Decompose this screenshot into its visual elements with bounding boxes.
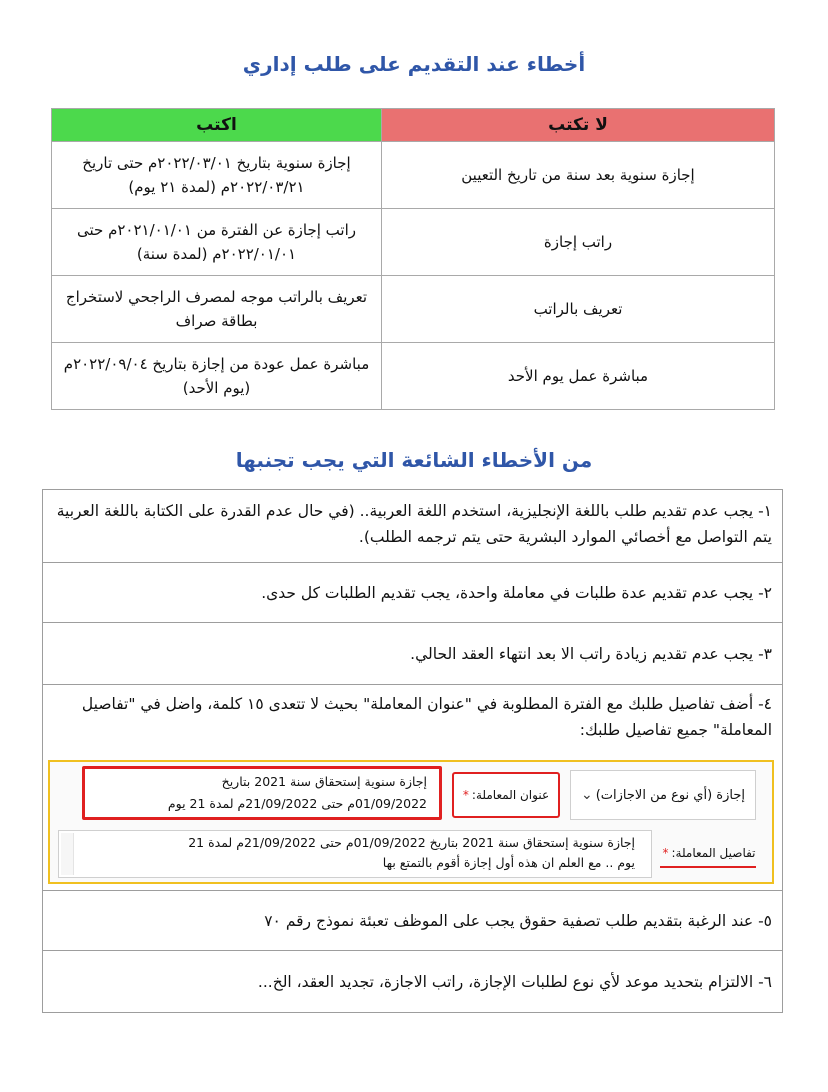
required-mark: *	[662, 846, 669, 860]
request-type-value: إجازة (أي نوع من الاجازات)	[595, 787, 745, 803]
section-title: من الأخطاء الشائعة التي يجب تجنبها	[235, 448, 593, 472]
page-title: أخطاء عند التقديم على طلب إداري	[242, 52, 586, 76]
transaction-details-textarea[interactable]	[58, 830, 652, 878]
label-underline	[660, 866, 756, 868]
mistakes-list	[42, 489, 783, 1013]
table-header-row	[52, 109, 775, 142]
list-item	[43, 563, 782, 623]
list-item-text: ٦- الالتزام بتحديد موعد لأي نوع لطلبات الإجازة، راتب الاجازة، تجديد العقد، الخ...	[257, 972, 772, 991]
textarea-scrollbar[interactable]	[61, 833, 74, 875]
required-mark: *	[462, 788, 469, 802]
cell-dont: مباشرة عمل يوم الأحد	[382, 343, 775, 410]
header-dont-write: لا تكتب	[382, 109, 775, 142]
header-write: اكتب	[52, 109, 382, 142]
list-item-text: ٥- عند الرغبة بتقديم طلب تصفية حقوق يجب على الموظف تعبئة نموذج رقم ٧٠	[264, 911, 772, 930]
list-item	[43, 490, 782, 563]
list-item	[43, 891, 782, 951]
transaction-title-label: عنوان المعاملة: *	[452, 772, 560, 818]
cell-dont: إجازة سنوية بعد سنة من تاريخ التعيين	[382, 142, 775, 209]
table-row	[52, 276, 775, 343]
cell-dont: راتب إجازة	[382, 209, 775, 276]
details-line: يوم .. مع العلم ان هذه أول إجازة أقوم بالتمتع بها	[382, 855, 635, 870]
list-item-text: ٢- يجب عدم تقديم عدة طلبات في معاملة واحدة، يجب تقديم الطلبات كل حدى.	[261, 583, 772, 602]
table-row	[52, 142, 775, 209]
title-input-line: 01/09/2022م حتى 21/09/2022م لمدة 21 يوم	[167, 796, 427, 811]
table-row	[52, 209, 775, 276]
cell-do: تعريف بالراتب موجه لمصرف الراجحي لاستخراج بطاقة صراف	[52, 276, 382, 343]
cell-do: راتب إجازة عن الفترة من ٢٠٢١/٠١/٠١م حتى ٢٠٢٢/٠١/٠١م (لمدة سنة)	[52, 209, 382, 276]
table-row	[52, 343, 775, 410]
request-type-select[interactable]	[570, 770, 756, 820]
cell-dont: تعريف بالراتب	[382, 276, 775, 343]
comparison-table	[51, 108, 775, 410]
transaction-details-label: تفاصيل المعاملة: *	[654, 836, 764, 870]
title-input-line: إجازة سنوية إستحقاق سنة 2021 بتاريخ	[221, 774, 427, 789]
transaction-title-input[interactable]	[82, 766, 442, 820]
list-item-text: ١- يجب عدم تقديم طلب باللغة الإنجليزية، استخدم اللغة العربية.. (في حال عدم القدرة على الكتابة باللغة العربية يتم التواصل مع أخصائي الموارد البشرية حتى يتم ترجمه الطلب).	[56, 502, 772, 546]
chevron-down-icon: ⌄	[581, 787, 593, 803]
cell-do: إجازة سنوية بتاريخ ٢٠٢٢/٠٣/٠١م حتى تاريخ ٢٠٢٢/٠٣/٢١م (لمدة ٢١ يوم)	[52, 142, 382, 209]
example-form-screenshot	[48, 760, 774, 884]
list-item-text: ٤- أضف تفاصيل طلبك مع الفترة المطلوبة في "عنوان المعاملة" بحيث لا تتعدى ١٥ كلمة، واضل في "تفاصيل المعاملة" جميع تفاصيل طلبك:	[81, 695, 772, 739]
list-item-text: ٣- يجب عدم تقديم زيادة راتب الا بعد انتهاء العقد الحالي.	[410, 644, 772, 663]
cell-do: مباشرة عمل عودة من إجازة بتاريخ ٢٠٢٢/٠٩/٠٤م (يوم الأحد)	[52, 343, 382, 410]
details-line: إجازة سنوية إستحقاق سنة 2021 بتاريخ 01/09/2022م حتى 21/09/2022م لمدة 21	[188, 835, 635, 850]
list-item	[43, 951, 782, 1012]
list-item	[43, 623, 782, 685]
